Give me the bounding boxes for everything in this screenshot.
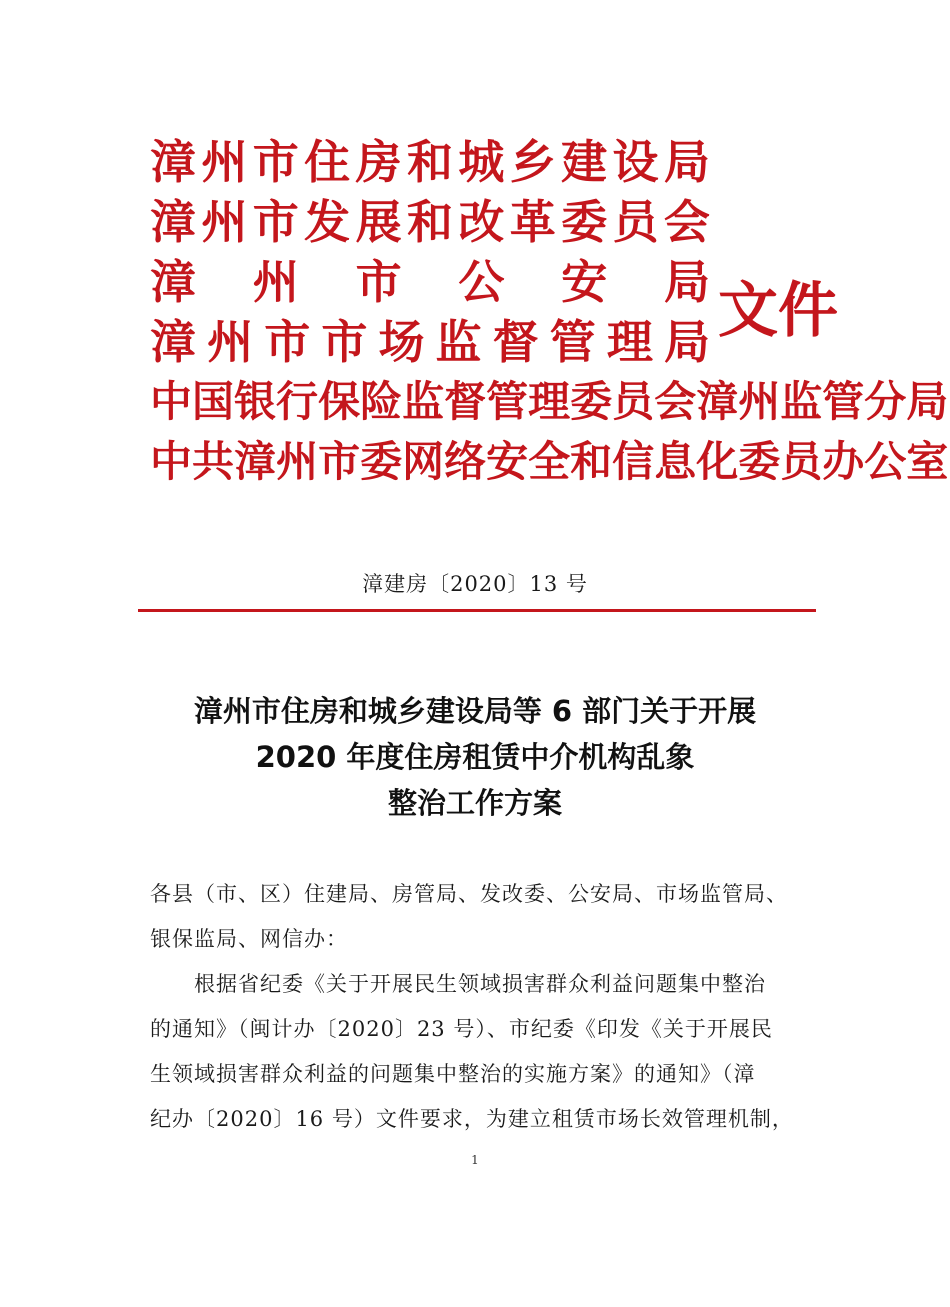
issuer-char: 网: [402, 437, 445, 486]
issuer-char: 信: [612, 437, 655, 486]
issuer-char: 员: [612, 377, 655, 426]
issuer-char: 漳: [234, 437, 277, 486]
addressee-line-1: 各县（市、区）住建局、房管局、发改委、公安局、市场监管局、: [150, 882, 788, 906]
issuer-char: 会: [654, 377, 697, 426]
issuer-char: 场: [378, 315, 425, 369]
issuer-char: 市: [264, 315, 311, 369]
issuer-char: 展: [355, 195, 402, 249]
issuer-char: 州: [207, 315, 254, 369]
issuer-char: 员: [780, 437, 823, 486]
issuer-char: 设: [612, 135, 659, 189]
issuer-char: 室: [906, 437, 949, 486]
issuer-char: 建: [561, 135, 608, 189]
issuer-char: 委: [570, 377, 613, 426]
title-line-3: 整治工作方案: [387, 786, 562, 820]
issuer-banking-regulator: [150, 372, 949, 432]
issuer-char: 市: [318, 437, 361, 486]
issuer-char: 乡: [509, 135, 556, 189]
issuer-char: 督: [444, 377, 487, 426]
red-divider: [138, 609, 816, 612]
issuer-char: 革: [509, 195, 556, 249]
issuer-development-commission: [150, 192, 710, 252]
issuer-char: 州: [252, 255, 299, 309]
issuer-char: 改: [458, 195, 505, 249]
issuer-char: 安: [486, 437, 529, 486]
issuer-cyberspace-office: [150, 432, 949, 492]
issuer-char: 市: [321, 315, 368, 369]
issuer-char: 公: [458, 255, 505, 309]
issuer-char: 中: [150, 437, 193, 486]
document-suffix: 文件: [718, 276, 838, 346]
issuer-char: 国: [192, 377, 235, 426]
issuer-char: 和: [406, 135, 453, 189]
issuer-char: 州: [738, 377, 781, 426]
document-title: [120, 688, 830, 826]
issuer-char: 会: [663, 195, 710, 249]
issuer-char: 共: [192, 437, 235, 486]
issuer-char: 监: [402, 377, 445, 426]
issuer-char: 委: [561, 195, 608, 249]
issuer-housing-bureau: [150, 132, 710, 192]
issuer-char: 管: [549, 315, 596, 369]
issuer-char: 息: [654, 437, 697, 486]
issuer-char: 发: [304, 195, 351, 249]
issuer-char: 监: [435, 315, 482, 369]
issuer-char: 全: [528, 437, 571, 486]
issuer-char: 安: [561, 255, 608, 309]
issuer-char: 漳: [696, 377, 739, 426]
issuer-char: 市: [252, 135, 299, 189]
issuer-char: 漳: [150, 315, 196, 369]
issuer-char: 漳: [150, 135, 196, 189]
issuer-char: 保: [318, 377, 361, 426]
issuer-char: 行: [276, 377, 319, 426]
issuer-char: 局: [906, 377, 949, 426]
issuer-char: 办: [822, 437, 865, 486]
issuer-char: 管: [486, 377, 529, 426]
issuer-char: 局: [663, 135, 710, 189]
issuer-char: 委: [360, 437, 403, 486]
paragraph-line-2: 的通知》（闽计办〔2020〕23 号）、市纪委《印发《关于开展民: [150, 1017, 773, 1041]
document-number: 漳建房〔2020〕13 号: [362, 572, 588, 596]
issuer-char: 险: [360, 377, 403, 426]
issuer-char: 漳: [150, 195, 196, 249]
issuer-char: 公: [864, 437, 907, 486]
issuer-char: 局: [663, 255, 710, 309]
issuer-char: 漳: [150, 255, 196, 309]
issuer-char: 州: [276, 437, 319, 486]
issuer-char: 督: [492, 315, 539, 369]
page-number: 1: [471, 1153, 479, 1167]
issuer-market-supervision: [150, 312, 710, 372]
paragraph-line-3: 生领域损害群众利益的问题集中整治的实施方案》的通知》（漳: [150, 1062, 756, 1086]
issuer-char: 和: [406, 195, 453, 249]
issuer-char: 委: [738, 437, 781, 486]
document-body: [150, 872, 810, 1142]
issuer-public-security: [150, 252, 710, 312]
issuer-char: 员: [612, 195, 659, 249]
issuer-char: 州: [201, 195, 248, 249]
issuer-char: 局: [663, 315, 710, 369]
issuer-char: 管: [822, 377, 865, 426]
issuer-char: 络: [444, 437, 487, 486]
paragraph-line-1: 根据省纪委《关于开展民生领域损害群众利益问题集中整治: [194, 972, 766, 996]
issuer-char: 银: [234, 377, 277, 426]
paragraph-line-4: 纪办〔2020〕16 号）文件要求，为建立租赁市场长效管理机制，: [150, 1107, 794, 1131]
issuer-char: 分: [864, 377, 907, 426]
issuer-char: 城: [458, 135, 505, 189]
issuer-char: 理: [606, 315, 653, 369]
issuer-char: 市: [252, 195, 299, 249]
issuer-char: 和: [570, 437, 613, 486]
issuer-char: 理: [528, 377, 571, 426]
issuer-char: 中: [150, 377, 193, 426]
issuer-char: 市: [355, 255, 402, 309]
addressee-line-2: 银保监局、网信办：: [150, 927, 348, 951]
issuer-char: 住: [304, 135, 351, 189]
title-line-1: 漳州市住房和城乡建设局等 6 部门关于开展: [193, 694, 757, 728]
title-line-2: 2020 年度住房租赁中介机构乱象: [255, 740, 695, 774]
issuer-char: 监: [780, 377, 823, 426]
issuer-char: 房: [355, 135, 402, 189]
issuer-char: 化: [696, 437, 739, 486]
issuer-char: 州: [201, 135, 248, 189]
